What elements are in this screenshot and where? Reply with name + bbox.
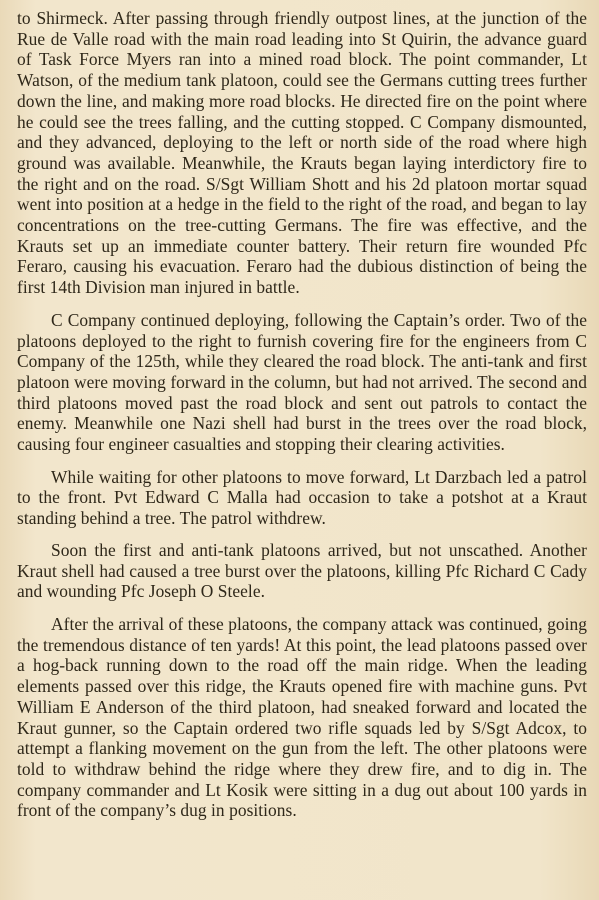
paragraph-c-company-deploying: C Company continued deploying, following the Captain’s order. Two of the platoons deployed to the right to furnish covering fire for the engineers from C Company of the 125th, while they cleared the road block. The anti-tank and first platoon were moving forward in the column, but had not arrived. The second and third platoons moved past the road block and sent out patrols to contact the enemy. Meanwhile one Nazi shell had burst in the trees over the road block, causing four engineer casualties and stopping their clearing activities. — [17, 309, 587, 455]
paragraph-platoons-arrive: Soon the first and anti-tank platoons arrived, but not unscathed. Another Kraut shell had caused a tree burst over the platoons, killing Pfc Richard C Cady and wounding Pfc Joseph O Steele. — [17, 539, 587, 602]
paragraph-company-attack: After the arrival of these platoons, the company attack was continued, going the tremendous distance of ten yards! At this point, the lead platoons passed over a hog-back running down to the road off the main ridge. When the leading elements passed over this ridge, the Krauts opened fire with machine guns. Pvt William E Anderson of the third platoon, had sneaked forward and located the Kraut gunner, so the Captain ordered two rifle squads led by S/Sgt Adcox, to attempt a flanking movement on the gun from the left. The other platoons were told to withdraw behind the ridge where they drew fire, and to dig in. The company commander and Lt Kosik were sitting in a dug out about 100 yards in front of the company’s dug in positions. — [17, 613, 587, 821]
paragraph-darzbach-patrol: While waiting for other platoons to move forward, Lt Darzbach led a patrol to the front. Pvt Edward C Malla had occasion to take a potshot at a Kraut standing behind a tree. The patrol withdrew. — [17, 466, 587, 529]
paragraph-task-force-advance: to Shirmeck. After passing through friendly outpost lines, at the junction of the Rue de Valle road with the main road leading into St Quirin, the advance guard of Task Force Myers ran into a mined road block. The point commander, Lt Watson, of the medium tank platoon, could see the Germans cutting trees further down the line, and making more road blocks. He directed fire on the point where he could see the trees falling, and the cutting stopped. C Company dismounted, and they advanced, deploying to the left or north side of the road where high ground was available. Meanwhile, the Krauts began laying interdictory fire to the right and on the road. S/Sgt William Shott and his 2d platoon mortar squad went into position at a hedge in the field to the right of the road, and began to lay concentrations on the tree-cutting Germans. The fire was effective, and the Krauts set up an immediate counter battery. Their return fire wounded Pfc Feraro, causing his evacuation. Feraro had the dubious distinction of being the first 14th Division man injured in battle. — [17, 8, 587, 298]
